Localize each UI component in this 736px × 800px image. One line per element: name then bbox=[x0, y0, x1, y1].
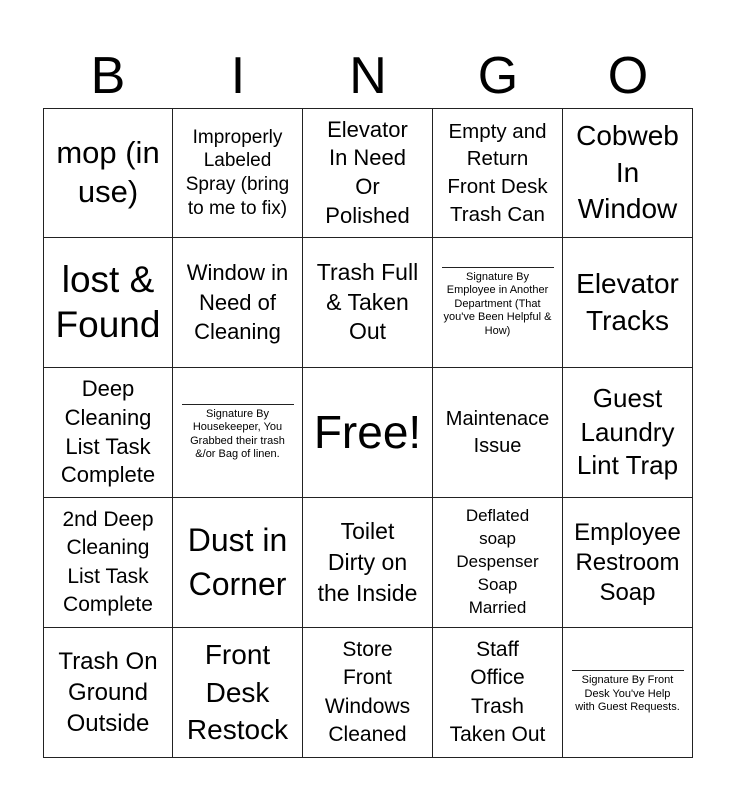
bingo-cell-free[interactable] bbox=[303, 368, 433, 498]
bingo-cell[interactable] bbox=[173, 628, 303, 758]
title-letter-g: G bbox=[477, 47, 519, 105]
title-letter-o: O bbox=[607, 47, 649, 105]
signature-line bbox=[442, 267, 554, 268]
bingo-cell[interactable] bbox=[433, 368, 563, 498]
bingo-cell[interactable] bbox=[43, 628, 173, 758]
bingo-cell[interactable] bbox=[433, 108, 563, 238]
cell-text: Dust in Corner bbox=[187, 522, 288, 602]
cell-text: Elevator Tracks bbox=[576, 268, 679, 336]
cell-text: Deflated soap Despenser Soap Married bbox=[456, 506, 539, 617]
bingo-cell[interactable] bbox=[173, 498, 303, 628]
bingo-cell-signature[interactable] bbox=[563, 628, 693, 758]
cell-text: Deep Cleaning List Task Complete bbox=[60, 376, 156, 488]
bingo-cell[interactable] bbox=[43, 238, 173, 368]
bingo-grid bbox=[43, 108, 693, 758]
cell-text: Trash Full & Taken Out bbox=[316, 258, 419, 345]
cell-text: Improperly Labeled Spray (bring to me to fix) bbox=[185, 126, 290, 219]
cell-text: Elevator In Need Or Polished bbox=[325, 116, 410, 228]
bingo-cell[interactable] bbox=[303, 498, 433, 628]
bingo-cell[interactable] bbox=[303, 628, 433, 758]
title-letter-b: B bbox=[90, 47, 126, 105]
cell-text: Trash On Ground Outside bbox=[58, 647, 158, 738]
cell-text: mop (in use) bbox=[56, 135, 160, 209]
bingo-cell[interactable] bbox=[563, 498, 693, 628]
bingo-cell[interactable] bbox=[563, 108, 693, 238]
cell-text: Staff Office Trash Taken Out bbox=[449, 637, 546, 746]
bingo-cell[interactable] bbox=[563, 368, 693, 498]
cell-text: Employee Restroom Soap bbox=[574, 518, 681, 606]
cell-text: Maintenace Issue bbox=[445, 407, 550, 457]
bingo-cell[interactable] bbox=[43, 368, 173, 498]
bingo-cell[interactable] bbox=[173, 108, 303, 238]
bingo-title bbox=[43, 44, 693, 108]
bingo-cell[interactable] bbox=[173, 238, 303, 368]
bingo-cell[interactable] bbox=[43, 498, 173, 628]
bingo-cell[interactable] bbox=[43, 108, 173, 238]
title-letter-n: N bbox=[349, 47, 387, 105]
title-letter-i: I bbox=[230, 47, 246, 105]
cell-text: Cobweb In Window bbox=[576, 120, 679, 225]
signature-line bbox=[572, 670, 684, 671]
cell-text: Toilet Dirty on the Inside bbox=[317, 517, 418, 607]
bingo-cell[interactable] bbox=[433, 628, 563, 758]
bingo-cell[interactable] bbox=[303, 108, 433, 238]
cell-text: Store Front Windows Cleaned bbox=[324, 637, 411, 746]
cell-text: Signature By Housekeeper, You Grabbed their trash &/or Bag of linen. bbox=[190, 407, 285, 460]
bingo-cell[interactable] bbox=[303, 238, 433, 368]
bingo-cell[interactable] bbox=[433, 498, 563, 628]
signature-line bbox=[182, 404, 294, 405]
cell-text: lost & Found bbox=[55, 259, 161, 345]
bingo-cell[interactable] bbox=[563, 238, 693, 368]
cell-text: Window in Need of Cleaning bbox=[186, 259, 289, 345]
cell-text: Signature By Front Desk You've Help with Guest Requests. bbox=[575, 674, 680, 714]
cell-text: Signature By Employee in Another Department (That you've Been Helpful & How) bbox=[443, 270, 552, 337]
cell-text: Guest Laundry Lint Trap bbox=[576, 382, 679, 481]
cell-text: Free! bbox=[313, 405, 422, 458]
cell-text: Empty and Return Front Desk Trash Can bbox=[447, 119, 548, 226]
bingo-cell-signature[interactable] bbox=[433, 238, 563, 368]
bingo-cell-signature[interactable] bbox=[173, 368, 303, 498]
cell-text: Front Desk Restock bbox=[186, 638, 289, 746]
cell-text: 2nd Deep Cleaning List Task Complete bbox=[62, 507, 154, 616]
